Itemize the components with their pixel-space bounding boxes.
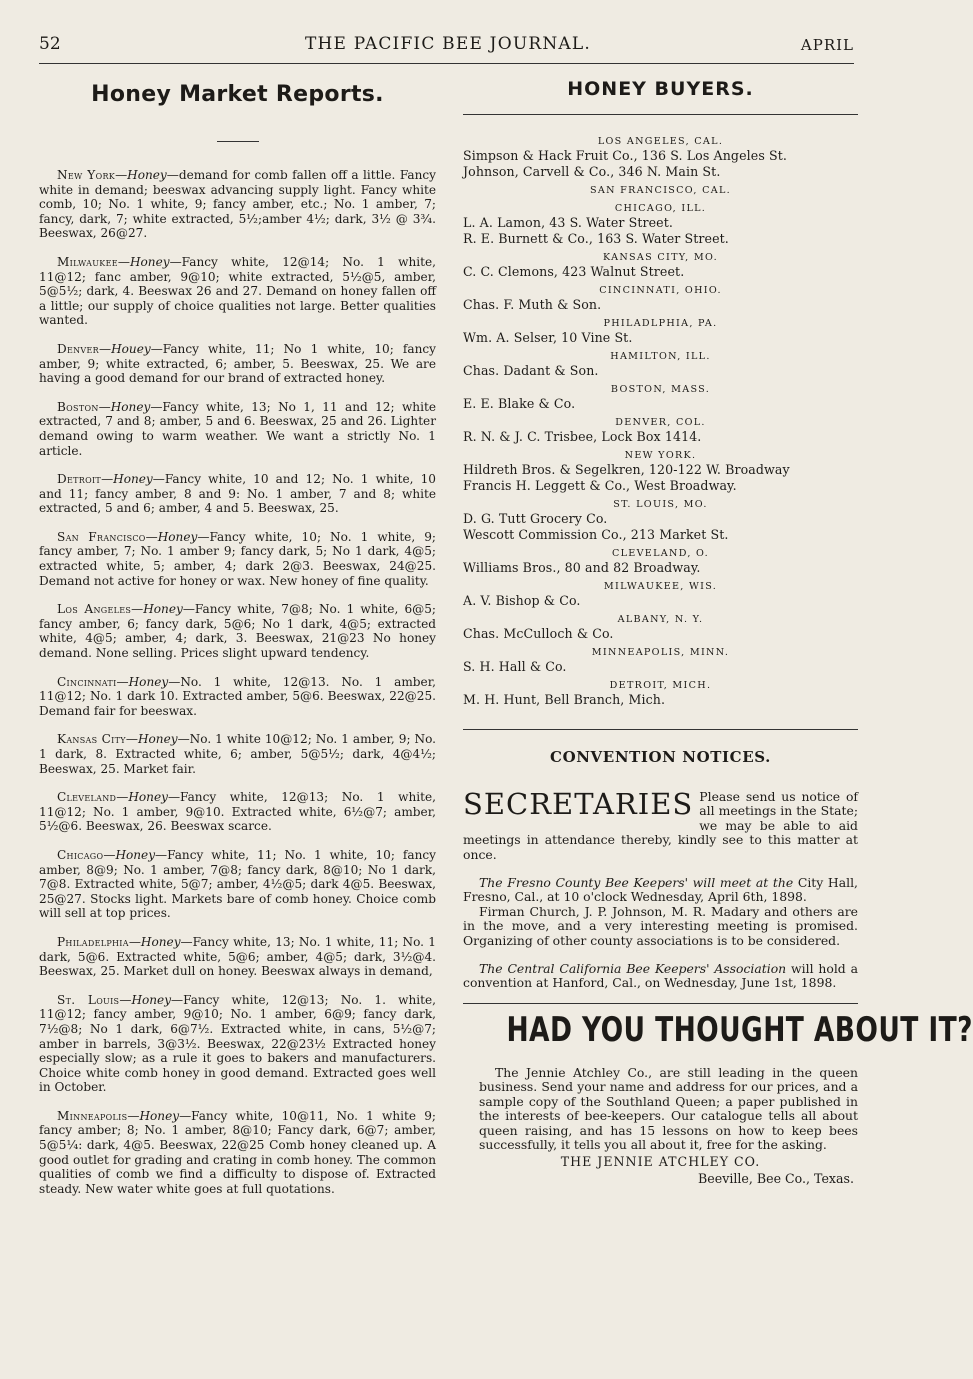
market-report: Minneapolis—Honey—Fancy white, 10@11, No. 1 white 9; fancy amber; 8; No. 1 amber, 8@10; Fancy dark, 6@7; amber, 5@5¼: dark, 4@5. Beeswax, 22@25 Comb honey cleaned up. A good outlet for grading and crating in comb honey. The common qualities of comb we find a difficulty to dispose of. Extracted steady. New water white goes at full quotations. bbox=[39, 1108, 436, 1196]
buyers-city-heading: BOSTON, MASS. bbox=[610, 384, 711, 395]
report-commodity: Honey bbox=[131, 992, 172, 1007]
report-text: Fancy white, 10@11, No. 1 white 9; fancy amber; 8; No. 1 amber, 8@10; Fancy dark, 6@7; amber, 5@5¼: dark, 4@5. Beeswax, 22@25 Comb honey cleaned up. A good outlet for grading and crating in comb honey. The common qualities of comb we find a difficulty to dispose of. Extracted steady. New water white goes at full quotations. bbox=[39, 1108, 436, 1196]
market-report: Los Angeles—Honey—Fancy white, 7@8; No. 1 white, 6@5; fancy amber, 6; fancy dark, 5@6; No 1 dark, 4@5; extracted white, 4@5; amber, 4; dark, 3. Beeswax, 21@23 No honey demand. None selling. Prices slight upward tendency. bbox=[39, 602, 436, 661]
buyer-entry: D. G. Tutt Grocery Co. bbox=[463, 511, 608, 526]
buyer-entry: Francis H. Leggett & Co., West Broadway. bbox=[463, 478, 737, 493]
report-city: New York bbox=[57, 168, 116, 182]
buyers-city-heading: LOS ANGELES, CAL. bbox=[597, 136, 724, 147]
market-report: Philadelphia—Honey—Fancy white, 13; No. 1 white, 11; No. 1 dark, 5@6. Extracted white, 5@6; amber, 4@5; dark, 3½@4. Beeswax, 25. Market dull on honey. Beeswax always in demand, bbox=[39, 934, 436, 979]
buyer-entry: Williams Bros., 80 and 82 Broadway. bbox=[463, 560, 701, 575]
report-commodity: Honey bbox=[143, 602, 183, 617]
report-text: Fancy white, 11; No 1 white, 10; fancy amber, 9; white extracted, 6; amber, 5. Beeswax, 25. We are having a good demand for our brand of extracted honey. bbox=[39, 341, 436, 386]
report-text: Fancy white, 10 and 12; No. 1 white, 10 and 11; fancy amber, 8 and 9: No. 1 amber, 7 and 8; white extracted, 5 and 6; amber, 4 and 5. Beeswax, 25. bbox=[39, 472, 436, 516]
report-commodity: Honey bbox=[127, 168, 167, 182]
buyer-entry: Johnson, Carvell & Co., 346 N. Main St. bbox=[463, 164, 721, 179]
report-commodity: Honey bbox=[128, 790, 168, 805]
market-report: Cincinnati—Honey—No. 1 white, 12@13. No. 1 amber, 11@12; No. 1 dark 10. Extracted amber, 5@6. Beeswax, 22@25. Demand fair for beeswax. bbox=[39, 674, 436, 718]
report-city: San Francisco bbox=[57, 529, 146, 544]
market-report: St. Louis—Honey—Fancy white, 12@13; No. 1. white, 11@12; fancy amber, 9@10; No. 1 amber, 6@9; fancy dark, 7½@8; No 1 dark, 6@7½. Extracted white, in cans, 5½@7; amber in barrels, 3@3½. Beeswax, 22@23½ Extracted honey especially slow; as a rule it goes to bakers and manufacturers. Choice white comb honey in good demand. Extracted goes well in October. bbox=[39, 992, 436, 1095]
page-number: 52 bbox=[39, 34, 61, 54]
buyer-entry: Wm. A. Selser, 10 Vine St. bbox=[463, 330, 633, 345]
market-report: New York—Honey—demand for comb fallen off a little. Fancy white in demand; beeswax advancing supply light. Fancy white comb, 10; No. 1 white, 9; fancy amber, etc.; No. 1 amber, 7; fancy, dark, 7; white extracted, 5½;amber 4½; dark, 3½ @ 3¾. Beeswax, 26@27. bbox=[39, 168, 436, 241]
market-reports-title: Honey Market Reports. bbox=[91, 82, 384, 107]
report-city: Detroit bbox=[57, 472, 102, 487]
report-city: Boston bbox=[57, 399, 99, 414]
buyers-city-heading: PHILADLPHIA, PA. bbox=[603, 318, 718, 329]
report-city: Minneapolis bbox=[57, 1108, 128, 1123]
title-divider bbox=[217, 141, 259, 142]
buyer-entry: Chas. F. Muth & Son. bbox=[463, 297, 602, 312]
report-city: Los Angeles bbox=[57, 602, 132, 617]
central-notice-text: will hold a convention at Hanford, Cal., on Wednesday, June 1st, 1898. bbox=[463, 961, 858, 991]
buyer-entry: Wescott Commission Co., 213 Market St. bbox=[463, 527, 729, 542]
report-text: Fancy white, 13; No. 1 white, 11; No. 1 dark, 5@6. Extracted white, 5@6; amber, 4@5; dark, 3½@4. Beeswax, 25. Market dull on honey. Beeswax always in demand, bbox=[39, 934, 436, 979]
report-city: St. Louis bbox=[57, 992, 120, 1007]
report-commodity: Honey bbox=[129, 254, 170, 269]
advertisement-body: The Jennie Atchley Co., are still leading in the queen business. Send your name and address for our prices, and a sample copy of the Southland Queen; a paper published in the interests of bee-keepers. Our catalogue tells all about queen raising, and has 15 lessons on how to keep bees successfully, it tells you all about it, free for the asking. bbox=[479, 1064, 858, 1152]
market-report: Denver—Houey—Fancy white, 11; No 1 white, 10; fancy amber, 9; white extracted, 6; amber, 5. Beeswax, 25. We are having a good demand for our brand of extracted honey. bbox=[39, 341, 436, 386]
buyers-city-heading: CINCINNATI, OHIO. bbox=[599, 285, 722, 296]
report-city: Chicago bbox=[57, 847, 104, 862]
central-california-notice bbox=[463, 962, 858, 991]
report-text: Fancy white, 12@13; No. 1. white, 11@12; fancy amber, 9@10; No. 1 amber, 6@9; fancy dark, 7½@8; No 1 dark, 6@7½. Extracted white, in cans, 5½@7; amber in barrels, 3@3½. Beeswax, 22@23½ Extracted honey especially slow; as a rule it goes to bakers and manufacturers. Choice white comb honey in good demand. Extracted goes well in October. bbox=[39, 992, 436, 1095]
buyers-city-heading: SAN FRANCISCO, CAL. bbox=[590, 185, 731, 196]
fresno-notice-lead: The Fresno County Bee Keepers' will meet at the bbox=[479, 875, 794, 891]
report-text: Fancy white, 12@13; No. 1 white, 11@12; No. 1 amber, 9@10. Extracted white, 6½@7; amber, 5½@6. Beeswax, 26. Beeswax scarce. bbox=[39, 790, 436, 834]
secretaries-notice bbox=[463, 787, 858, 862]
fresno-notice-continued: Firman Church, J. P. Johnson, M. R. Madary and others are in the move, and a very interesting meeting is promised. Organizing of other county associations is to be considered. bbox=[463, 903, 858, 948]
report-commodity: Honey bbox=[139, 1108, 180, 1123]
report-city: Kansas City bbox=[57, 732, 126, 747]
buyer-entry: Hildreth Bros. & Segelkren, 120-122 W. Broadway bbox=[463, 462, 790, 477]
report-commodity: Honey bbox=[110, 399, 151, 414]
market-report: Cleveland—Honey—Fancy white, 12@13; No. 1 white, 11@12; No. 1 amber, 9@10. Extracted white, 6½@7; amber, 5½@6. Beeswax, 26. Beeswax scarce. bbox=[39, 790, 436, 834]
market-report: Kansas City—Honey—No. 1 white 10@12; No. 1 amber, 9; No. 1 dark, 8. Extracted white, 6; amber, 5@5½; dark, 4@4½; Beeswax, 25. Market fair. bbox=[39, 732, 436, 776]
issue-month: APRIL bbox=[800, 36, 854, 54]
buyer-entry: A. V. Bishop & Co. bbox=[463, 593, 581, 608]
buyer-entry: S. H. Hall & Co. bbox=[463, 659, 567, 674]
buyers-city-heading: DETROIT, MICH. bbox=[609, 680, 712, 691]
buyers-city-heading: ST. LOUIS, MO. bbox=[613, 499, 708, 510]
buyer-entry: L. A. Lamon, 43 S. Water Street. bbox=[463, 215, 673, 230]
report-city: Philadelphia bbox=[57, 934, 129, 949]
running-head bbox=[0, 30, 896, 60]
market-report: Chicago—Honey—Fancy white, 11; No. 1 white, 10; fancy amber, 8@9; No. 1 amber, 7@8; fancy dark, 8@10; No 1 dark, 7@8. Extracted white, 5@7; amber, 4½@5; dark 4@5. Beeswax, 25@27. Stocks light. Markets bare of comb honey. Choice comb will sell at top prices. bbox=[39, 847, 436, 921]
report-city: Cleveland bbox=[57, 790, 117, 805]
buyers-city-heading: NEW YORK. bbox=[624, 450, 697, 461]
header-rule bbox=[39, 63, 854, 64]
report-text: Fancy white, 11; No. 1 white, 10; fancy amber, 8@9; No. 1 amber, 7@8; fancy dark, 8@10; No 1 dark, 7@8. Extracted white, 5@7; amber, 4½@5; dark 4@5. Beeswax, 25@27. Stocks light. Markets bare of comb honey. Choice comb will sell at top prices. bbox=[39, 847, 436, 921]
buyer-entry: M. H. Hunt, Bell Branch, Mich. bbox=[463, 692, 666, 707]
buyers-city-heading: KANSAS CITY, MO. bbox=[603, 252, 718, 263]
buyers-city-heading: CHICAGO, ILL. bbox=[614, 203, 707, 214]
report-city: Milwaukee bbox=[57, 254, 118, 269]
report-text: Fancy white, 12@14; No. 1 white, 11@12; fanc amber, 9@10; white extracted, 5½@5, amber, 5@5½; dark, 4. Beeswax 26 and 27. Demand on honey fallen off a little; our supply of choice qualities not large. Better qualities wanted. bbox=[39, 254, 436, 328]
buyers-city-heading: CLEVELAND, O. bbox=[611, 548, 710, 559]
market-report: Detroit—Honey—Fancy white, 10 and 12; No. 1 white, 10 and 11; fancy amber, 8 and 9: No. 1 amber, 7 and 8; white extracted, 5 and 6; amber, 4 and 5. Beeswax, 25. bbox=[39, 472, 436, 516]
report-text: demand for comb fallen off a little. Fancy white in demand; beeswax advancing supply light. Fancy white comb, 10; No. 1 white, 9; fancy amber, etc.; No. 1 amber, 7; fancy, dark, 7; white extracted, 5½;amber 4½; dark, 3½ @ 3¾. Beeswax, 26@27. bbox=[39, 168, 436, 241]
buyer-entry: Simpson & Hack Fruit Co., 136 S. Los Angeles St. bbox=[463, 148, 787, 163]
report-city: Denver bbox=[57, 341, 99, 356]
buyer-entry: R. N. & J. C. Trisbee, Lock Box 1414. bbox=[463, 429, 702, 444]
honey-buyers-list bbox=[463, 135, 858, 707]
advertisement-rule bbox=[463, 1003, 858, 1004]
buyers-city-heading: MILWAUKEE, WIS. bbox=[603, 581, 718, 592]
report-text: Fancy white, 13; No 1, 11 and 12; white extracted, 7 and 8; amber, 5 and 6. Beeswax, 25 and 26. Lighter demand owing to warm weather. We want a strictly No. 1 article. bbox=[39, 399, 436, 458]
advertisement-headline: HAD YOU THOUGHT ABOUT IT? bbox=[506, 1009, 973, 1050]
report-commodity: Honey bbox=[115, 847, 156, 862]
fresno-notice bbox=[463, 876, 858, 905]
market-reports-list bbox=[39, 168, 436, 1196]
report-city: Cincinnati bbox=[57, 674, 117, 689]
report-commodity: Honey bbox=[157, 529, 198, 544]
buyers-rule bbox=[463, 114, 858, 115]
central-notice-lead: The Central California Bee Keepers' Association bbox=[479, 961, 787, 977]
buyers-city-heading: ALBANY, N. Y. bbox=[617, 614, 704, 625]
market-report: Boston—Honey—Fancy white, 13; No 1, 11 and 12; white extracted, 7 and 8; amber, 5 and 6. Beeswax, 25 and 26. Lighter demand owing to warm weather. We want a strictly No. 1 article. bbox=[39, 399, 436, 458]
report-commodity: Honey bbox=[140, 934, 181, 949]
convention-rule bbox=[463, 729, 858, 730]
report-text: Fancy white, 7@8; No. 1 white, 6@5; fancy amber, 6; fancy dark, 5@6; No 1 dark, 4@5; extracted white, 4@5; amber, 4; dark, 3. Beeswax, 21@23 No honey demand. None selling. Prices slight upward tendency. bbox=[39, 602, 436, 661]
buyer-entry: C. C. Clemons, 423 Walnut Street. bbox=[463, 264, 685, 279]
market-reports-column bbox=[39, 80, 436, 1210]
buyer-entry: Chas. Dadant & Son. bbox=[463, 363, 599, 378]
report-commodity: Honey bbox=[137, 732, 178, 747]
report-commodity: Houey bbox=[111, 341, 151, 356]
buyers-city-heading: DENVER, COL. bbox=[615, 417, 706, 428]
report-text: No. 1 white, 12@13. No. 1 amber, 11@12; No. 1 dark 10. Extracted amber, 5@6. Beeswax, 22@25. Demand fair for beeswax. bbox=[39, 674, 436, 718]
buyers-city-heading: HAMILTON, ILL. bbox=[610, 351, 711, 362]
advertisement-company: THE JENNIE ATCHLEY CO. bbox=[560, 1154, 761, 1170]
honey-buyers-title: HONEY BUYERS. bbox=[567, 78, 754, 100]
report-commodity: Honey bbox=[128, 674, 169, 689]
report-commodity: Honey bbox=[113, 472, 153, 487]
secretaries-text: Please send us notice of all meetings in the State; we may be able to aid meetings in attendance thereby, kindly see to this matter at once. bbox=[463, 789, 858, 862]
report-text: No. 1 white 10@12; No. 1 amber, 9; No. 1 dark, 8. Extracted white, 6; amber, 5@5½; dark, 4@4½; Beeswax, 25. Market fair. bbox=[39, 732, 436, 776]
buyers-city-heading: MINNEAPOLIS, MINN. bbox=[591, 647, 730, 658]
buyer-entry: E. E. Blake & Co. bbox=[463, 396, 576, 411]
buyer-entry: R. E. Burnett & Co., 163 S. Water Street. bbox=[463, 231, 729, 246]
secretaries-heading: SECRETARIES bbox=[463, 787, 694, 821]
right-column bbox=[463, 72, 973, 1187]
market-report: San Francisco—Honey—Fancy white, 10; No. 1 white, 9; fancy amber, 7; No. 1 amber 9; fancy dark, 5; No 1 dark, 4@5; extracted white, 5; amber, 4; dark 2@3. Beeswax, 24@25. Demand not active for honey or wax. New honey of fine quality. bbox=[39, 529, 436, 588]
journal-title: THE PACIFIC BEE JOURNAL. bbox=[304, 34, 592, 54]
convention-notices-title: CONVENTION NOTICES. bbox=[550, 748, 771, 766]
fresno-notice-text: City Hall, Fresno, Cal., at 10 o'clock Wednesday, April 6th, 1898. bbox=[463, 875, 858, 905]
market-report: Milwaukee—Honey—Fancy white, 12@14; No. 1 white, 11@12; fanc amber, 9@10; white extracted, 5½@5, amber, 5@5½; dark, 4. Beeswax 26 and 27. Demand on honey fallen off a little; our supply of choice qualities not large. Better qualities wanted. bbox=[39, 254, 436, 328]
report-text: Fancy white, 10; No. 1 white, 9; fancy amber, 7; No. 1 amber 9; fancy dark, 5; No 1 dark, 4@5; extracted white, 5; amber, 4; dark 2@3. Beeswax, 24@25. Demand not active for honey or wax. New honey of fine quality. bbox=[39, 529, 436, 588]
advertisement-address: Beeville, Bee Co., Texas. bbox=[698, 1171, 854, 1187]
buyer-entry: Chas. McCulloch & Co. bbox=[463, 626, 614, 641]
